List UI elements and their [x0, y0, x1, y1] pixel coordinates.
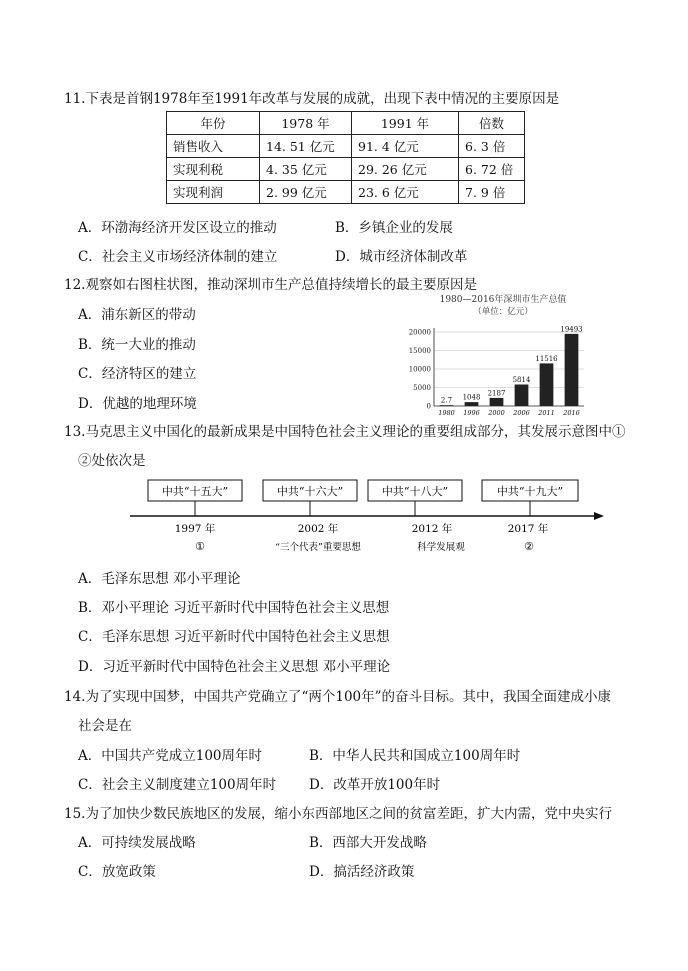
q13-option-d[interactable]: D．习近平新时代中国特色社会主义思想 邓小平理论: [78, 659, 391, 675]
table-cell: 销售收入: [167, 135, 260, 158]
q14-option-d[interactable]: D．改革开放100年时: [309, 777, 441, 793]
question-14-stem: 14.为了实现中国梦，中国共产党确立了“两个100年”的奋斗目标。其中，我国全面建成小康: [64, 689, 612, 705]
q13-option-c[interactable]: C．毛泽东思想 习近平新时代中国特色社会主义思想: [78, 629, 390, 645]
q15-option-b[interactable]: B．西部大开发战略: [309, 835, 427, 851]
table-header-row: [167, 112, 525, 135]
table-cell: 29. 26 亿元: [352, 158, 459, 181]
question-14-stem-cont: 社会是在: [78, 718, 132, 734]
theory-timeline: [128, 474, 606, 556]
table-cell: 23. 6 亿元: [352, 181, 459, 204]
table-row: [167, 158, 525, 181]
y-tick-label: 20000: [408, 328, 431, 337]
table-cell: 实现利润: [167, 181, 260, 204]
bar-2011: [540, 363, 554, 406]
bar-value-label: 11516: [535, 354, 558, 363]
q14-option-a[interactable]: A．中国共产党成立100周年时: [78, 748, 263, 764]
table-cell: 14. 51 亿元: [260, 135, 352, 158]
table-header-cell: 倍数: [459, 112, 525, 135]
question-13-stem: 13.马克思主义中国化的最新成果是中国特色社会主义理论的重要组成部分，其发展示意图中①: [64, 424, 626, 440]
table-header-cell: 1978 年: [260, 112, 352, 135]
question-13-stem-cont: ②处依次是: [78, 453, 146, 469]
timeline-box-label: 中共“十九大”: [496, 485, 564, 498]
bar-2006: [515, 384, 529, 406]
y-tick-label: 5000: [413, 384, 431, 392]
x-tick-label: 2011: [538, 409, 555, 417]
chart-subtitle: （单位：亿元）: [473, 307, 533, 317]
q12-option-c[interactable]: C．经济特区的建立: [78, 366, 197, 382]
table-cell: 7. 9 倍: [459, 181, 525, 204]
q11-option-d[interactable]: D．城市经济体制改革: [335, 249, 468, 265]
q13-option-a[interactable]: A．毛泽东思想 邓小平理论: [78, 571, 241, 587]
bar-value-label: 2.7: [440, 396, 453, 405]
timeline-year: 2012 年: [411, 523, 453, 535]
timeline-box-label: 中共“十八大”: [381, 485, 449, 498]
question-15-stem: 15.为了加快少数民族地区的发展，缩小东西部地区之间的贫富差距，扩大内需，党中央实行: [64, 806, 612, 822]
table-row: [167, 135, 525, 158]
x-tick-label: 1980: [438, 409, 455, 417]
y-tick-label: 15000: [408, 347, 431, 355]
q13-option-b[interactable]: B．邓小平理论 习近平新时代中国特色社会主义思想: [78, 600, 390, 616]
q11-option-c[interactable]: C．社会主义市场经济体制的建立: [78, 249, 278, 265]
q15-option-a[interactable]: A．可持续发展战略: [78, 835, 196, 851]
q11-option-a[interactable]: A．环渤海经济开发区设立的推动: [78, 220, 277, 236]
table-cell: 实现利税: [167, 158, 260, 181]
timeline-year: 2017 年: [507, 523, 549, 535]
bar-value-label: 1048: [462, 393, 481, 402]
q11-option-b[interactable]: B．乡镇企业的发展: [335, 220, 453, 236]
q12-option-a[interactable]: A．浦东新区的带动: [78, 307, 196, 323]
x-tick-label: 2006: [513, 409, 530, 417]
bar-value-label: 2187: [487, 389, 506, 398]
bar-value-label: 19493: [560, 325, 583, 334]
timeline-year: 1997 年: [174, 523, 216, 535]
timeline-note: ①: [195, 540, 205, 553]
table-cell: 4. 35 亿元: [260, 158, 352, 181]
bar-1996: [465, 402, 479, 406]
x-tick-label: 2016: [563, 409, 580, 417]
q12-option-b[interactable]: B．统一大业的推动: [78, 337, 196, 353]
x-tick-label: 1996: [463, 409, 480, 417]
timeline-note: 科学发展观: [417, 542, 465, 553]
timeline-box-label: 中共“十五大”: [161, 485, 229, 498]
y-tick-label: 0: [426, 402, 431, 411]
table-cell: 91. 4 亿元: [352, 135, 459, 158]
timeline-note: ②: [524, 540, 534, 553]
timeline-box-label: 中共“十六大”: [276, 485, 344, 498]
q15-option-c[interactable]: C．放宽政策: [78, 864, 156, 880]
chart-title: 1980—2016年深圳市生产总值: [439, 295, 567, 305]
x-tick-label: 2000: [488, 409, 505, 417]
table-cell: 2. 99 亿元: [260, 181, 352, 204]
timeline-arrow-icon: [594, 512, 604, 520]
q14-option-c[interactable]: C．社会主义制度建立100周年时: [78, 777, 277, 793]
y-tick-label: 10000: [408, 365, 431, 374]
shougang-table: [166, 111, 525, 204]
bar-2016: [565, 334, 579, 406]
bar-2000: [490, 398, 504, 406]
bar-value-label: 5814: [512, 375, 531, 384]
table-cell: 6. 3 倍: [459, 135, 525, 158]
table-row: [167, 181, 525, 204]
timeline-note: “三个代表”重要思想: [275, 542, 361, 553]
q14-option-b[interactable]: B．中华人民共和国成立100周年时: [309, 748, 521, 764]
question-12-stem: 12.观察如右图柱状图，推动深圳市生产总值持续增长的最主要原因是: [64, 277, 477, 293]
shenzhen-gdp-bar-chart: [398, 292, 588, 418]
q12-option-d[interactable]: D．优越的地理环境: [78, 396, 197, 412]
timeline-year: 2002 年: [297, 523, 339, 535]
table-header-cell: 年份: [167, 112, 260, 135]
q15-option-d[interactable]: D．搞活经济政策: [309, 864, 415, 880]
bar-1980: [440, 405, 454, 406]
table-cell: 6. 72 倍: [459, 158, 525, 181]
question-11-stem: 11.下表是首钢1978年至1991年改革与发展的成就，出现下表中情况的主要原因是: [64, 91, 560, 107]
table-header-cell: 1991 年: [352, 112, 459, 135]
